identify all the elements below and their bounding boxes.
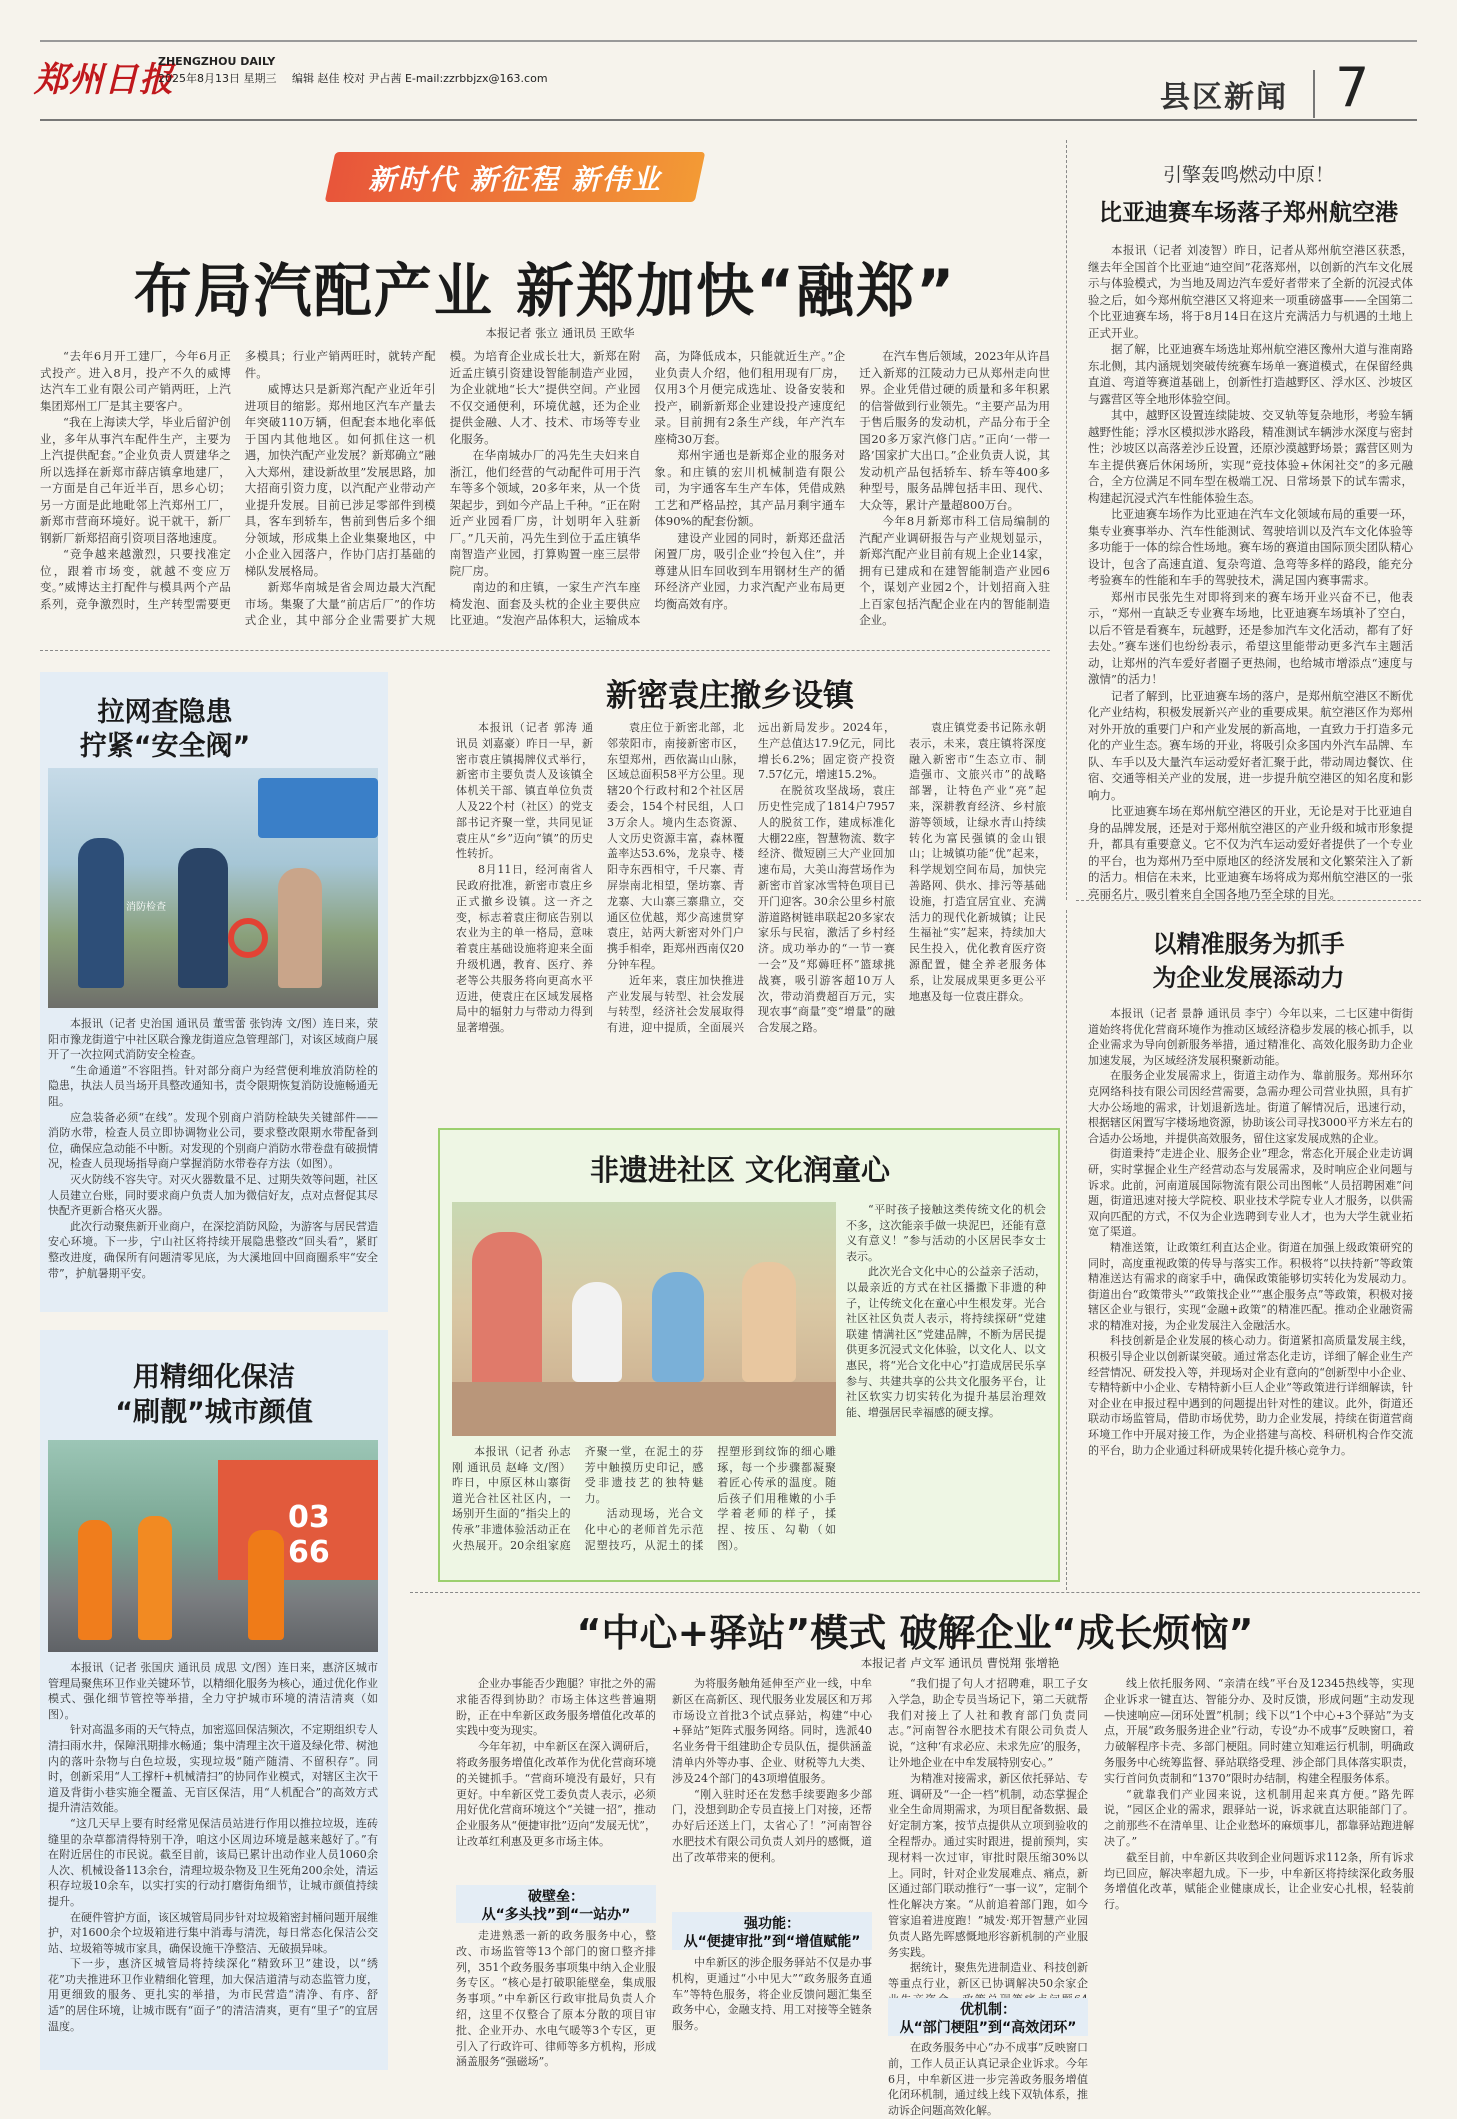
clean-body: [48, 1660, 378, 2060]
paragraph: 记者了解到，比亚迪赛车场的落户，是郑州航空港区不断优化产业结构，积极发展新兴产业的重要成果。航空港区作为郑州对外开放的重要门户和产业发展的新高地，一直致力于打造多元化的产业生态。赛车场的开业，将吸引众多国内外汽车品牌、车队、车手以及大量汽车运动爱好者汇聚于此，带动周边餐饮、住宿、交通等相关产业的发展，进一步提升航空港区的知名度和影响力。: [1088, 688, 1413, 802]
paragraph: 为将服务触角延伸至产业一线，中牟新区在高新区、现代服务业发展区和万邦市场设立首批3个试点驿站，构建“中心+驿站”矩阵式服务网络。同时，选派40名业务骨干组建助企专员队伍，提供涵盖清单内外等办事、企业、财税等九大类、涉及24个部门的43项增值服务。: [672, 1677, 872, 1785]
subhead-2b: 从“便捷审批”到“增值赋能”: [683, 1934, 861, 1950]
byd-kicker: 引擎轰鸣燃动中原！: [1162, 164, 1334, 186]
street-cleaning-photo: [48, 1440, 378, 1652]
masthead-editors: 编辑 赵佳 校对 尹占茜 E-mail:zzrbbjzx@163.com: [292, 72, 548, 85]
service-title-line2: 为企业发展添动力: [1152, 964, 1345, 992]
subhead-1: 破壁垒：: [528, 1889, 584, 1905]
zhongxin-col4: [1104, 1676, 1414, 2086]
worker-figure: [78, 1520, 112, 1640]
paragraph: 企业办事能否少跑腿？审批之外的需求能否得到协助？市场主体这些普遍期盼，正在中牟新区政务服务增值化改革的实践中变为现实。: [456, 1677, 656, 1738]
paragraph: 灭火防线不容失守。对灭火器数量不足、过期失效等问题，社区人员建立台账，同时要求商户负责人加为微信好友，点对点督促其尽快配齐更新合格灭火器。: [48, 1172, 378, 1218]
fire-body: [48, 1016, 378, 1306]
fire-hose-reel: [228, 918, 268, 958]
paragraph: 精准送策，让政策红利直达企业。街道在加强上级政策研究的同时，高度重视政策的传导与落实工作。积极将“以扶持新”等政策精准送达有需求的商家手中，确保政策能够切实转化为发展动力。街道出台“政策带头”“政策找企业”“惠企服务点”等政策，积极对接辖区企业与银行，实现“金融+政策”的精准匹配。推动企业融资需求的精准对接，为企业发展注入金融活水。: [1088, 1240, 1413, 1332]
paragraph: 走进熟悉一新的政务服务中心，整改、市场监管等13个部门的窗口整齐排列，351个政务服务事项集中纳入企业服务专区。“核心是打破职能壁垒，集成服务事项。”中牟新区行政审批局负责人介绍，这里不仅整合了原本分散的项目审批、企业开办、水电气暖等3个专区，更引入了行政许可、律师等多方机构，形成涵盖服务“强磁场”。: [456, 1929, 656, 2069]
paragraph: 本报讯（记者 郭涛 通讯员 刘嘉豪）昨日一早，新密市袁庄镇揭牌仪式举行，新密市主要负责人及该镇全体机关干部、镇直单位负责人及22个村（社区）的党支部书记齐聚一堂，共同见证袁庄从“乡”迈向“镇”的历史性转折。: [456, 721, 593, 861]
paragraph: 袁庄位于新密北部，北邻荥阳市，南接新密市区，东望郑州，西依嵩山山脉，区域总面积58平方公里。现辖20个行政村和2个社区居委会，154个村民组，人口3万余人。境内生态资源、人文历史资源丰富，森林覆盖率达53.6%，龙泉寺、楼阳寺东西相守，千尺寨、青屏崇南北相望，堡坊寨、青龙寨、大山寨三寨鼎立，交通区位优越，郑少高速贯穿袁庄，站两大新密对外门户携手相牵，距郑州西南仅20分钟车程。: [607, 721, 744, 971]
paragraph: 此次光合文化中心的公益亲子活动，以最亲近的方式在社区播撒下非遗的种子，让传统文化在童心中生根发芽。光合社区社区负责人表示，将持续探研“党建联建 情满社区”党建品牌，不断为居民提供更多沉浸式文化体验，以文化人、以文惠民，将“光合文化中心”打造成居民乐享参与、共建共享的公共文化服务平台，让社区软实力切实转化为提升基层治理效能、增强居民幸福感的硬支撑。: [846, 1265, 1046, 1419]
vertical-separator: [1066, 910, 1067, 1590]
paragraph: 袁庄镇党委书记陈永朝表示，未来，袁庄镇将深度融入新密市“生态立市、制造强市、文旅兴市”的战略部署，让特色产业“亮”起来，深耕教育经济、乡村旅游等领域，让绿水青山持续转化为富民强镇的金山银山；让城镇功能“优”起来，科学规划空间布局，加快完善路网、供水、排污等基础设施，打造宜居宜业、充满活力的现代化新城镇；让民生福祉“实”起来，持续加大民生投入，优化教育医疗资源配置，健全养老服务体系，让发展成果更多更公平地惠及每一位袁庄群众。: [909, 721, 1046, 1003]
paragraph: 应急装备必须“在线”。发现个别商户消防栓缺失关键部件——消防水带，检查人员立即协调物业公司，要求整改限期水带配备到位，确保应急动能不中断。对发现的个别商户消防水带卷盘有破损情况，检查人员现场指导商户掌握消防水带卷存方法（如图）。: [48, 1110, 378, 1171]
paragraph: 其中，越野区设置连续陡坡、交叉轨等复杂地形，考验车辆越野性能；浮水区模拟涉水路段，精准测试车辆涉水深度与密封性；沙坡区以高落差沙丘设置，还原沙漠越野场景；露营区则为车主提供赛后休闲场所，实现“竞技体验+休闲社交”的多元融合，全方位满足不同车型在极端工况、日常场景下的试车需求，构建起沉浸式汽车性能体验生态。: [1088, 408, 1413, 505]
paragraph: 在脱贫攻坚战场，袁庄历史性完成了1814户7957人的脱贫工作，建成标准化大棚22座，智慧物流、数字经济、微短剧三大产业回加速布局，大美山海营场作为新密市首家冰雪特色项目已开门迎客。30余公里乡村旅游道路树链串联起20多家农家乐与民宿，激活了乡村经济。成功举办的“一节一赛一会”及“郑薅旺杯”篮球挑战赛，吸引游客超10万人次，带动消费超百万元，实现农事“商量”变“增量”的融合发展之路。: [758, 784, 895, 1035]
paragraph: 本报讯（记者 张国庆 通讯员 成思 文/图）连日来，惠济区城市管理局聚焦环卫作业关键环节，以精细化服务为核心，通过优化作业模式、强化细节管控等举措，全力守护城市环境的清洁清爽（如图）。: [48, 1661, 378, 1721]
paragraph: 比亚迪赛车场作为比亚迪在汽车文化领域布局的重要一环，集专业赛事举办、汽车性能测试、驾驶培训以及汽车文化体验等多功能于一体的综合性场地。赛车场的赛道由国际顶尖团队精心设计，包含了高速直道、复杂弯道、急弯等多样的路段，能充分考验赛车的性能和车手的驾驶技术，满足国内赛事需求。: [1088, 507, 1413, 587]
paragraph: 据了解，比亚迪赛车场选址郑州航空港区豫州大道与淮南路东北侧，其内涵规划突破传统赛车场单一赛道模式，在保留经典直道、弯道等赛道基础上，创新性打造越野区、浮水区、沙坡区与露营区等全地形体验空间。: [1088, 342, 1413, 406]
main-article-byline: 本报记者 张立 通讯员 王欧华: [485, 326, 635, 340]
workshop-table: [452, 1382, 836, 1436]
worker-figure: [138, 1516, 172, 1640]
paragraph: “竞争越来越激烈，只要找准定位，跟着市场变，就越不变应万变。”威博达主打配件与模具两个产品系列，竞争激烈时，生产转型需要更多模具；行业产销两旺时，就转产配件。: [40, 349, 436, 611]
top-rule: [40, 40, 1417, 42]
separator: [1076, 900, 1421, 901]
paragraph: 下一步，惠济区城管局将持续深化“精致环卫”建设，以“绣花”功夫推进环卫作业精细化管理，加大保洁道清与动态监管力度，用更细致的服务、更扎实的举措，为市民营造“清净、有序、舒适”的居住环境，让城市既有“面子”的清洁清爽，更有“里子”的宜居温度。: [48, 1957, 378, 2033]
paragraph: 威博达只是新郑汽配产业近年引进项目的缩影。郑州地区汽车产量去年突破110万辆，但配套本地化率低于国内其他地区。如何抓住这一机遇，加快汽配产业发展？新郑确立“融入大郑州，建设新故里”发展思路，加大招商引资力度，以汽配产业带动产业提升发展。目前已涉足零部件到模具，客车到轿车，售前到售后多个细分领域，形成集上企业集聚地区，中小企业入园落户，作协门店打基础的梯队发展格局。: [244, 382, 436, 578]
paragraph: “平时孩子接触这类传统文化的机会不多，这次能亲手做一块泥巴，还能有意义有意义！”参与活动的小区居民李女士表示。: [846, 1203, 1046, 1263]
subhead-1b: 从“多头找”到“一站办”: [481, 1907, 631, 1923]
paragraph: “我在上海读大学，毕业后留沪创业，多年从事汽车配件生产，主要为上汽提供配套。”企业负责人贾建华之所以选择在新郑市薛店镇拿地建厂，一方面是自己年近半百，思乡心切；另一方面是此地毗邻上汽郑州工厂，新郑市营商环境好。说干就干，新厂钢新厂新郑招商引资项目落地速度。: [40, 415, 231, 545]
paragraph: 为精准对接需求，新区依托驿站、专班、调研及“一企一档”机制，动态掌握企业全生命周期需求，为项目配备数据、最好定制方案，按节点提供从立项到验收的全程帮办。通过实时跟进，提前预判，实现材料一次过审，审批时限压缩30%以上。同时，针对企业发展难点、痛点，新区通过部门联动推行“一事一议”，定制个性化解决方案。“从前追着部门跑，如今管家追着进度跑！”城发·郑开智慧产业园负责人路先晖感慨地形容新机制的产业服务实践。: [888, 1771, 1088, 1959]
paragraph: 此次行动聚焦新开业商户，在深挖消防风险，为游客与居民营造安心环境。下一步，宁山社区将持续开展隐患整改“回头看”，紧盯整改进度，确保所有问题清零见底，为大溪地回中回商圈系牢“安全带”，护航暑期平安。: [48, 1219, 378, 1280]
fire-inspection-photo: [48, 768, 378, 1008]
inspector-figure: [178, 848, 228, 988]
subhead-3: 优机制：: [960, 2002, 1016, 2018]
paragraph: “这几天早上要有时经常见保洁员站进行作用以推拉垃圾，连砖缝里的杂草都清得特别干净，咱这小区周边环境是越来越好了。”有在附近居住的市民说。截至目前，该局已累计出动作业人员1060余人次、机械设备113余台，清理垃圾杂物及卫生死角200余处，清运积存垃圾10余车，以实打实的行动打磨街角细节，让城市颜值持续提升。: [48, 1816, 378, 1908]
paragraph: 在华南城办厂的冯先生夫妇来自浙江，他们经营的气动配件可用于汽车等多个领域，20多年来，从一个货架起步，到如今产品上千种。“正在附近产业园看厂房，计划明年入驻新厂。”几天前，冯先生到位于孟庄镇华南智造产业园，打算购置一座三层带院厂房。: [449, 448, 641, 578]
zhongxin-col2: [672, 1676, 872, 1908]
paragraph: 新郑华南城是省会周边最大汽配市场。集聚了大量“前店后厂”的作坊式企业，其中部分企业需要扩大规模。为培育企业成长壮大，新郑在附近孟庄镇引资建设智能制造产业园，为企业就地“长大”提供空间。产业园不仅交通便利，环境优越，还为企业提供金融、人才、技术、市场等专业化服务。: [244, 349, 641, 627]
paragraph: 截至目前，中牟新区共收到企业问题诉求112条，所有诉求均已回应，解决率超九成。下一步，中牟新区将持续深化政务服务增值化改革，赋能企业健康成长，让企业安心扎根，轻装前行。: [1104, 1850, 1414, 1912]
fire-title-line2: 拧紧“安全阀”: [79, 731, 251, 762]
service-title-line1: 以精准服务为抓手: [1152, 930, 1345, 958]
page-number: 7: [1335, 56, 1370, 119]
masthead-en-name: ZHENGZHOU DAILY: [158, 55, 276, 68]
paragraph: 郑州宇通也是新郑企业的服务对象。和庄镇的宏川机械制造有限公司，为宇通客车生产车体，凭借成熟工艺和严格品控，其产品月剩宇通车体90%的配套份额。: [654, 448, 846, 528]
paragraph: 本报讯（记者 刘凌智）昨日，记者从郑州航空港区获悉，继去年全国首个比亚迪“迪空间”花落郑州，以创新的汽车文化展示与体验模式，为当地及周边汽车爱好者带来了全新的沉浸式体验之后，如今郑州航空港区又将迎来一项重磅盛事——全国第二个比亚迪赛车场，将于8月14日在这片充满活力与机遇的土地上正式开业。: [1088, 243, 1413, 340]
paragraph: 本报讯（记者 史治国 通讯员 董雪蕾 张钧涛 文/图）连日来，荥阳市豫龙街道宁中社区联合豫龙街道应急管理部门，对该区域商户展开了一次拉网式消防安全检查。: [48, 1017, 378, 1062]
paragraph: 在汽车售后领域，2023年从许昌迁入新郑的江陵动力已从郑州走向世界。企业凭借过硬的质量和多年积累的信誉做到行业领先。“主要产品为用于售后服务的发动机，产品分布于全国20多万家汽修门店。”正向‘一带一路’国家扩大出口。”企业负责人说，其发动机产品包括轿车、轿车等400多种型号，服务品牌包括丰田、现代、大众等，累计产量超800万台。: [859, 349, 1050, 512]
yuanzhuang-body: [456, 720, 1046, 1120]
fire-photo-label: 消防检查: [126, 902, 166, 913]
paragraph: 本报讯（记者 孙志刚 通讯员 赵峰 文/图）昨日，中原区林山寨街道光合社区社区内，一场别开生面的“指尖上的传承”非遗体验活动正在火热展开。20余组家庭齐聚一堂，在泥土的芬芳中触摸历史印记，感受非遗技艺的独特魅力。: [452, 1445, 704, 1552]
paragraph: “我们提了句人才招聘难，职工子女入学急，助企专员当场记下，第二天就帮我们对接上了人社和教育部门负责同志。”河南智谷水肥技术有限公司负责人说，“这种‘有求必应、未求先应’的服务，让外地企业在中牟发展特别安心。”: [888, 1677, 1088, 1769]
main-article-title: 布局汽配产业 新郑加快“融郑”: [133, 257, 957, 325]
paragraph: 建设产业园的同时，新郑还盘活闲置厂房，吸引企业“拎包入住”，并尊建从旧车回收到车用钢材生产的循环经济产业园，力求汽配产业布局更均衡高效有序。: [654, 530, 846, 611]
byd-title: 比亚迪赛车场落子郑州航空港: [1099, 200, 1398, 226]
shop-figure: [278, 868, 322, 988]
vertical-separator: [1066, 140, 1067, 900]
child-figure: [572, 1282, 622, 1382]
canopy: [258, 778, 378, 838]
inspector-figure: [78, 838, 124, 988]
worker-figure: [248, 1530, 284, 1640]
paragraph: “去年6月开工建厂，今年6月正式投产。进入8月，投产不久的威博达汽车工业有限公司产销两旺，上汽集团郑州工厂是其主要客户。: [40, 349, 231, 413]
paragraph: “就靠我们产业园来说，这机制用起来真方便。”路先晖说，“园区企业的需求，跟驿站一说，诉求就直达职能部门了。之前那些不在清单里、让企业愁坏的麻烦事儿，都靠驿站跑进解决了。”: [1104, 1787, 1414, 1848]
paragraph: 郑州市民张先生对即将到来的赛车场开业兴奋不已，他表示，“郑州一直缺乏专业赛车场地，比亚迪赛车场填补了空白，以后不管是看赛车，玩越野，还是参加汽车文化活动，都有了好去处。”赛车迷们也纷纷表示，希望这里能带动更多汽车主题活动，让郑州的汽车爱好者圈子更热闹，也给城市增添点“速度与激情”的活力！: [1088, 589, 1413, 686]
child-figure: [652, 1272, 704, 1382]
clean-title-line2: “刷靓”城市颜值: [115, 1397, 313, 1428]
feiyi-body-right: [846, 1202, 1046, 1574]
zhongxin-byline: 本报记者 卢文军 通讯员 曹悦翔 张增艳: [860, 1656, 1060, 1670]
paragraph: 中牟新区的涉企服务驿站不仅是办事机构，更通过“小中见大”“政务服务直通车”等特色服务，将企业反馈问题汇集至政务中心，金融支持、用工对接等全链条服务。: [672, 1956, 872, 2033]
paragraph: 近年来，袁庄加快推进产业发展与转型、社会发展与转型，经济社会发展取得有进，迎中提质，全面展兴远出新局发步。2024年，生产总值达17.9亿元，同比增长6.2%；固定资产投资7.57亿元，增速15.2%。: [607, 721, 895, 1035]
shelter-display: 03 66: [288, 1500, 330, 1570]
paragraph: 比亚迪赛车场在郑州航空港区的开业，无论是对于比亚迪自身的品牌发展，还是对于郑州航空港区的产业升级和城市形象提升，都具有重要意义。它不仅为汽车运动爱好者提供了一个专业的平台，也为郑州乃至中原地区的经济发展和文化繁荣注入了新的活力。相信在未来，比亚迪赛车场将成为郑州航空港区的一张亮丽名片，吸引着来自全国各地乃至全球的目光。: [1088, 804, 1413, 901]
child-figure: [742, 1262, 796, 1382]
paragraph: “刚入驻时还在发愁手续要跑多少部门，没想到助企专员直接上门对接，还帮办好后还送上门，太省心了！”河南智谷水肥技术有限公司负责人刘丹的感慨，道出了改革带来的便利。: [672, 1787, 872, 1864]
masthead-logo: 郑州日报: [34, 60, 174, 100]
section-divider: [1313, 70, 1315, 118]
feiyi-body-left: [452, 1444, 836, 1574]
paragraph: 针对高温多雨的天气特点，加密巡回保洁频次，不定期组织专人清扫雨水井，保障汛期排水畅通；集中清理主次干道及绿化带、树池内的落叶杂物与白色垃圾，实现垃圾“随产随清、不留积存”。同时，创新采用“人工撑杆+机械清扫”的协同作业模式，对辖区主次干道及背街小巷实施全覆盖、无盲区保洁，用“人机配合”的高效方式提升清洁效能。: [48, 1723, 378, 1815]
clay-workshop-photo: [452, 1202, 836, 1436]
paragraph: 本报讯（记者 景静 通讯员 李宁）今年以来，二七区建中街街道始终将优化营商环境作为推动区域经济稳步发展的核心抓手，以企业需求为导向创新服务举措，通过精准化、高效化服务助力企业加速发展，为区域经济发展积聚新动能。: [1088, 1007, 1413, 1067]
service-body: [1088, 1006, 1413, 1566]
paragraph: 南边的和庄镇，一家生产汽车座椅发泡、面套及头枕的企业主要供应比亚迪。“发泡产品体积大，运输成本高，为降低成本，只能就近生产。”企业负责人介绍，他们租用现有厂房，仅用3个月便完成选址、设备安装和投产，刷新新郑企业建设投产速度纪录。目前拥有2条生产线，年产汽车座椅30万套。: [449, 349, 846, 627]
paragraph: 今年8月新郑市科工信局编制的汽配产业调研报告与产业规划显示，新郑汽配产业目前有规上企业14家，拥有已建成和在建智能制造产业园6个，谋划产业园2个，计划招商入驻上百家包括汽配企业在内的智能制造企业。: [859, 514, 1050, 627]
separator: [40, 650, 1050, 651]
zhongxin-col3b: [888, 2040, 1088, 2118]
yuanzhuang-title: 新密袁庄撤乡设镇: [606, 678, 854, 714]
masthead-date: 2025年8月13日 星期三: [158, 72, 277, 85]
zhongxin-col1: [456, 1676, 656, 1881]
paragraph: 在服务企业发展需求上，街道主动作为、靠前服务。郑州环尔克网络科技有限公司因经营需要，急需办理公司营业执照，具有扩大办公场地的需求，计划退新选址。街道了解情况后，迅速行动，根据辖区闲置写字楼场地资源，协助该公司寻找3000平方米左右的合适办公场地，并提供高效服务，留住这家发展成熟的企业。: [1088, 1069, 1413, 1145]
paragraph: 线上依托服务网、“亲清在线”平台及12345热线等，实现企业诉求一键直达、智能分办、及时反馈，形成问题“主动发现—快速响应—闭环处置”机制；线下以“1个中心+3个驿站”为支点，开展“政务服务进企业”行动，专设“办不成事”反映窗口，着力破解程序卡壳、多部门梗阻。同时建立知难运行机制，明确政务服务中心统筹监督、驿站联络受理、涉企部门具体落实职责，实行首问负责制和“1370”限时办结制，构建全程服务体系。: [1104, 1677, 1414, 1785]
zhongxin-title: “中心+驿站”模式 破解企业“成长烦恼”: [576, 1611, 1254, 1655]
zhongxin-col3: [888, 1676, 1088, 1994]
paragraph: 科技创新是企业发展的核心动力。街道紧扣高质量发展主线，积极引导企业以创新谋突破。通过常态化走访，详细了解企业生产经营情况、研发投入等，并现场对企业有意向的“创新型中小企业、专精特新中小企业、专精特新小巨人企业”等政策进行详细解读，针对企业在申报过程中遇到的问题提出针对性的建议。此外，街道还联动市场监管局，借助市场优势，助力企业发展，持续在街道营商环境工作中开展对接工作，为企业搭建与高校、科研机构合作交流的平台，助力企业通过科研成果转化提升核心竞争力。: [1088, 1334, 1413, 1457]
paragraph: 据统计，聚焦先进制造业、科技创新等重点行业，新区已协调解决50余家企: [888, 1961, 1088, 1991]
masthead-rule: [40, 119, 1417, 121]
fire-title-line1: 拉网查隐患: [97, 697, 233, 728]
paragraph: 在政务服务中心“办不成事”反映窗口前，工作人员正认真记录企业诉求。今年6月，中牟新区进一步完善政务服务增值化闭环机制，通过线上线下双轨体系，推动诉企问题高效化解。: [888, 2041, 1088, 2118]
section-name: 县区新闻: [1160, 80, 1288, 115]
paragraph: 今年年初，中牟新区在深入调研后，将政务服务增值化改革作为优化营商环境的关键抓手。“营商环境没有最好，只有更好。中牟新区党工委负责人表示，必须用好优化营商环境这个“关键一招”，推动企业服务从“便捷审批”迈向“发展无忧”，让改革红利惠及更多市场主体。: [456, 1740, 656, 1848]
separator: [410, 1592, 1420, 1593]
banner-text: 新时代 新征程 新伟业: [368, 163, 662, 196]
clean-title-line1: 用精细化保洁: [133, 1362, 295, 1393]
main-article-body: [40, 348, 1050, 638]
paragraph: 活动现场，光合文化中心的老师首先示范泥塑技巧，从泥土的揉捏塑形到纹饰的细心雕琢，每一个步骤都凝聚着匠心传承的温度。随后孩子们用稚嫩的小手学着老师的样子，揉捏、按压、勾勒（如图）。: [584, 1445, 836, 1552]
feiyi-title: 非遗进社区 文化润童心: [589, 1153, 891, 1187]
subhead-2: 强功能：: [744, 1916, 800, 1932]
paragraph: 街道秉持“走进企业、服务企业”理念，常态化开展企业走访调研，实时掌握企业生产经营动态与发展需求，及时响应企业问题与诉求。此前，河南道展国际物流有限公司出图帐“人员招聘困难”问题，街道迅速对接大学院校、职业技术学院专业人才服务，以供需双向匹配的方式，不仅为企业选聘到专业人才，也为大学生就业拓宽了渠道。: [1088, 1147, 1413, 1239]
paragraph: 在硬件管护方面，该区城管局同步针对垃圾箱密封桶问题开展维护，对1600余个垃圾箱进行集中消毒与清洗，每日常态化保洁公交站、垃圾箱等城市家具，确保设施干净整洁、无破损异味。: [48, 1910, 378, 1955]
subhead-3b: 从“部门梗阻”到“高效闭环”: [899, 2020, 1077, 2036]
paragraph: 8月11日，经河南省人民政府批准，新密市袁庄乡正式撤乡设镇。这一齐之变，标志着袁庄彻底告别以农业为主的单一格局，意味着袁庄基础设施将迎来全面升级机遇，教育、医疗、养老等公共服务将向更高水平迈进，使袁庄在区域发展格局中的辐射力与带动力得到显著增强。: [456, 863, 593, 1035]
byd-body: [1088, 242, 1413, 901]
paragraph: “生命通道”不容阻挡。针对部分商户为经营便利堆放消防栓的隐患，执法人员当场开具整改通知书，责令限期恢复消防设施畅通无阻。: [48, 1063, 378, 1108]
zhongxin-col1b: [456, 1928, 656, 2078]
zhongxin-col2b: [672, 1955, 872, 2078]
